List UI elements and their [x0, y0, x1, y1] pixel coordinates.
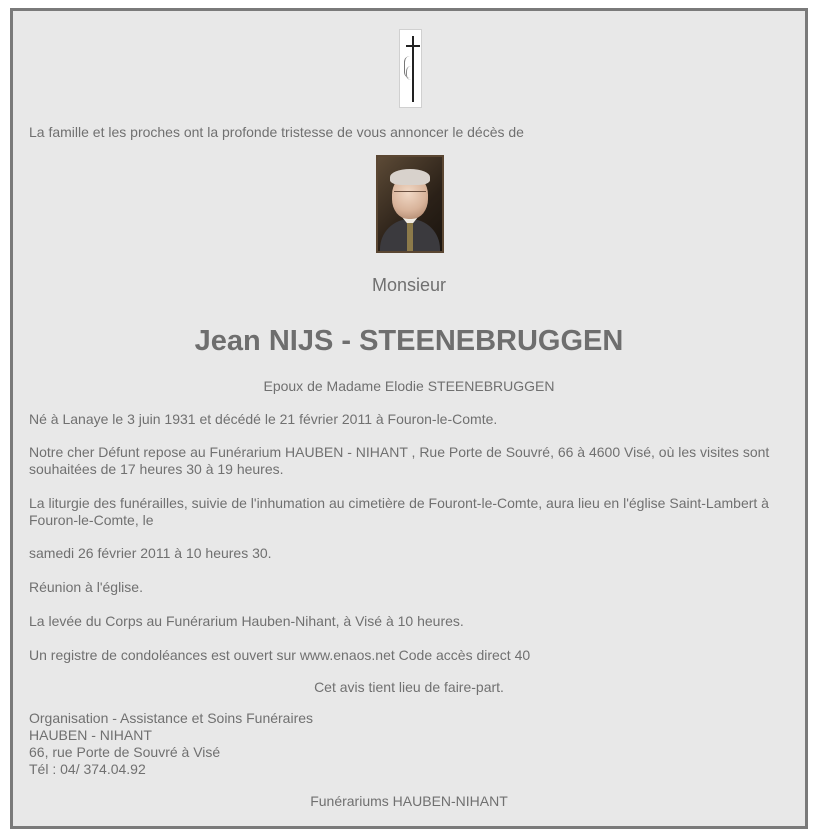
- deceased-name: Jean NIJS - STEENEBRUGGEN: [194, 325, 624, 357]
- levee-line: La levée du Corps au Funérarium Hauben-Nihant, à Visé à 10 heures.: [29, 613, 464, 629]
- organisation-line: Organisation - Assistance et Soins Funéraires: [29, 710, 314, 726]
- birth-death-line: Né à Lanaye le 3 juin 1931 et décédé le 21 février 2011 à Fouron-le-Comte.: [29, 411, 498, 427]
- obituary-card: [10, 8, 808, 829]
- organisation-phone: Tél : 04/ 374.04.92: [29, 761, 146, 777]
- meeting-line: Réunion à l'église.: [29, 579, 143, 595]
- funeral-date: samedi 26 février 2011 à 10 heures 30.: [29, 545, 272, 561]
- liturgy-paragraph: La liturgie des funérailles, suivie de l'inhumation au cimetière de Fouront-le-Comte, aura lieu en l'église Saint-Lambert à Fouron-le-Comte, le: [29, 495, 769, 528]
- spouse-line: Epoux de Madame Elodie STEENEBRUGGEN: [263, 378, 555, 394]
- intro-text: La famille et les proches ont la profonde tristesse de vous annoncer le décès de: [29, 124, 524, 140]
- organisation-name: HAUBEN - NIHANT: [29, 727, 152, 743]
- honorific: Monsieur: [371, 275, 447, 295]
- register-line: Un registre de condoléances est ouvert sur www.enaos.net Code accès direct 40: [29, 647, 531, 663]
- footer-text: Funérariums HAUBEN-NIHANT: [310, 793, 508, 809]
- organisation-block: [29, 710, 313, 778]
- cross-icon: [399, 29, 422, 108]
- organisation-address: 66, rue Porte de Souvré à Visé: [29, 744, 221, 760]
- faire-part-line: Cet avis tient lieu de faire-part.: [314, 679, 504, 695]
- portrait-photo: [376, 155, 444, 253]
- repose-paragraph: Notre cher Défunt repose au Funérarium HAUBEN - NIHANT , Rue Porte de Souvré, 66 à 4600 Visé, où les visites sont souhaitées de 17 heures 30 à 19 heures.: [29, 444, 770, 477]
